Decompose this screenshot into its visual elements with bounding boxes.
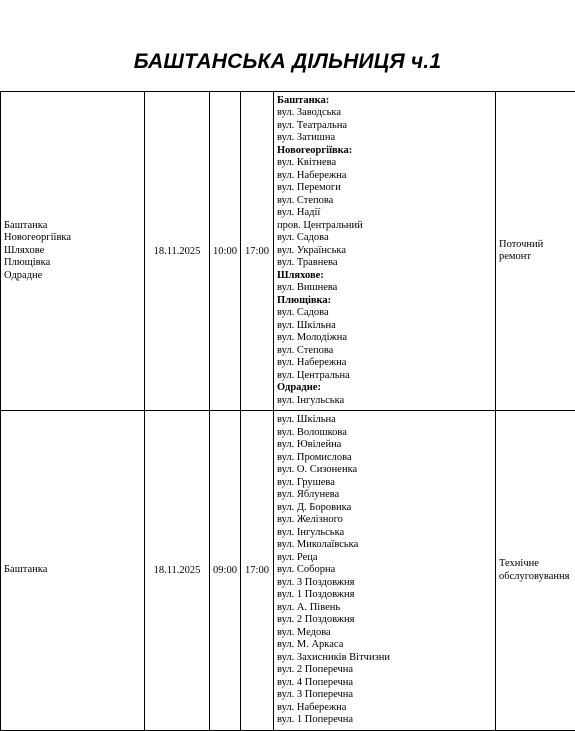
street-name: вул. Волошкова: [277, 427, 492, 440]
street-name: вул. Д. Боровика: [277, 502, 492, 515]
street-name: вул. Садова: [277, 232, 492, 245]
street-name: вул. 2 Поперечна: [277, 664, 492, 677]
street-name: вул. Центральна: [277, 370, 492, 383]
locality-name: Плющівка: [4, 257, 141, 270]
street-name: вул. Медова: [277, 627, 492, 640]
street-name: вул. Степова: [277, 195, 492, 208]
street-name: вул. Миколаївська: [277, 539, 492, 552]
street-name: вул. 3 Поздовжня: [277, 577, 492, 590]
street-name: вул. Надії: [277, 207, 492, 220]
street-name: вул. Соборна: [277, 564, 492, 577]
locality-name: Баштанка: [4, 564, 141, 577]
work-type-line: ремонт: [499, 251, 573, 264]
street-name: вул. О. Сизоненка: [277, 464, 492, 477]
streets-cell: [274, 411, 496, 731]
street-name: пров. Центральний: [277, 220, 492, 233]
street-name: вул. Грушева: [277, 477, 492, 490]
start-time-cell: 10:00: [210, 92, 241, 411]
street-name: вул. Затишна: [277, 132, 492, 145]
street-name: вул. Шкільна: [277, 320, 492, 333]
settlement-heading: Новогеоргіївка:: [277, 145, 492, 158]
date-cell: 18.11.2025: [145, 92, 210, 411]
end-time-cell: 17:00: [241, 92, 274, 411]
streets-cell: [274, 92, 496, 411]
locality-name: Баштанка: [4, 220, 141, 233]
street-name: вул. 1 Поперечна: [277, 714, 492, 727]
street-name: вул. Вишнева: [277, 282, 492, 295]
settlement-heading: Баштанка:: [277, 95, 492, 108]
street-name: вул. 2 Поздовжня: [277, 614, 492, 627]
work-type-line: Поточний: [499, 239, 573, 252]
table-row: [1, 92, 575, 411]
table-row: [1, 411, 575, 731]
street-name: вул. Садова: [277, 307, 492, 320]
street-name: вул. М. Аркаса: [277, 639, 492, 652]
street-name: вул. Степова: [277, 345, 492, 358]
street-name: вул. Промислова: [277, 452, 492, 465]
street-name: вул. Травнева: [277, 257, 492, 270]
street-name: вул. Заводська: [277, 107, 492, 120]
locality-name: Одрадне: [4, 270, 141, 283]
work-type-cell: [496, 411, 575, 731]
street-name: вул. Захисників Вітчизни: [277, 652, 492, 665]
page-title: БАШТАНСЬКА ДІЛЬНИЦЯ ч.1: [0, 50, 575, 74]
work-type-line: обслуговування: [499, 571, 573, 584]
locality-name: Новогеоргіївка: [4, 232, 141, 245]
street-name: вул. Яблунева: [277, 489, 492, 502]
street-name: вул. Театральна: [277, 120, 492, 133]
street-name: вул. А. Півень: [277, 602, 492, 615]
settlement-heading: Шляхове:: [277, 270, 492, 283]
street-name: вул. Молодіжна: [277, 332, 492, 345]
street-name: вул. Реца: [277, 552, 492, 565]
street-name: вул. Інгульська: [277, 527, 492, 540]
locality-name: Шляхове: [4, 245, 141, 258]
street-name: вул. Набережна: [277, 170, 492, 183]
date-cell: 18.11.2025: [145, 411, 210, 731]
work-type-cell: [496, 92, 575, 411]
start-time-cell: 09:00: [210, 411, 241, 731]
street-name: вул. Шкільна: [277, 414, 492, 427]
street-name: вул. Желізного: [277, 514, 492, 527]
settlement-heading: Плющівка:: [277, 295, 492, 308]
street-name: вул. 1 Поздовжня: [277, 589, 492, 602]
street-name: вул. Квітнева: [277, 157, 492, 170]
street-name: вул. 4 Поперечна: [277, 677, 492, 690]
street-name: вул. Українська: [277, 245, 492, 258]
schedule-body: [1, 92, 575, 731]
localities-cell: [1, 92, 145, 411]
localities-cell: [1, 411, 145, 731]
outage-schedule-table: [0, 91, 575, 731]
settlement-heading: Одрадне:: [277, 382, 492, 395]
street-name: вул. Ювілейна: [277, 439, 492, 452]
street-name: вул. Набережна: [277, 702, 492, 715]
work-type-line: Технічне: [499, 558, 573, 571]
street-name: вул. Інгульська: [277, 395, 492, 408]
end-time-cell: 17:00: [241, 411, 274, 731]
street-name: вул. Перемоги: [277, 182, 492, 195]
street-name: вул. Набережна: [277, 357, 492, 370]
street-name: вул. 3 Поперечна: [277, 689, 492, 702]
